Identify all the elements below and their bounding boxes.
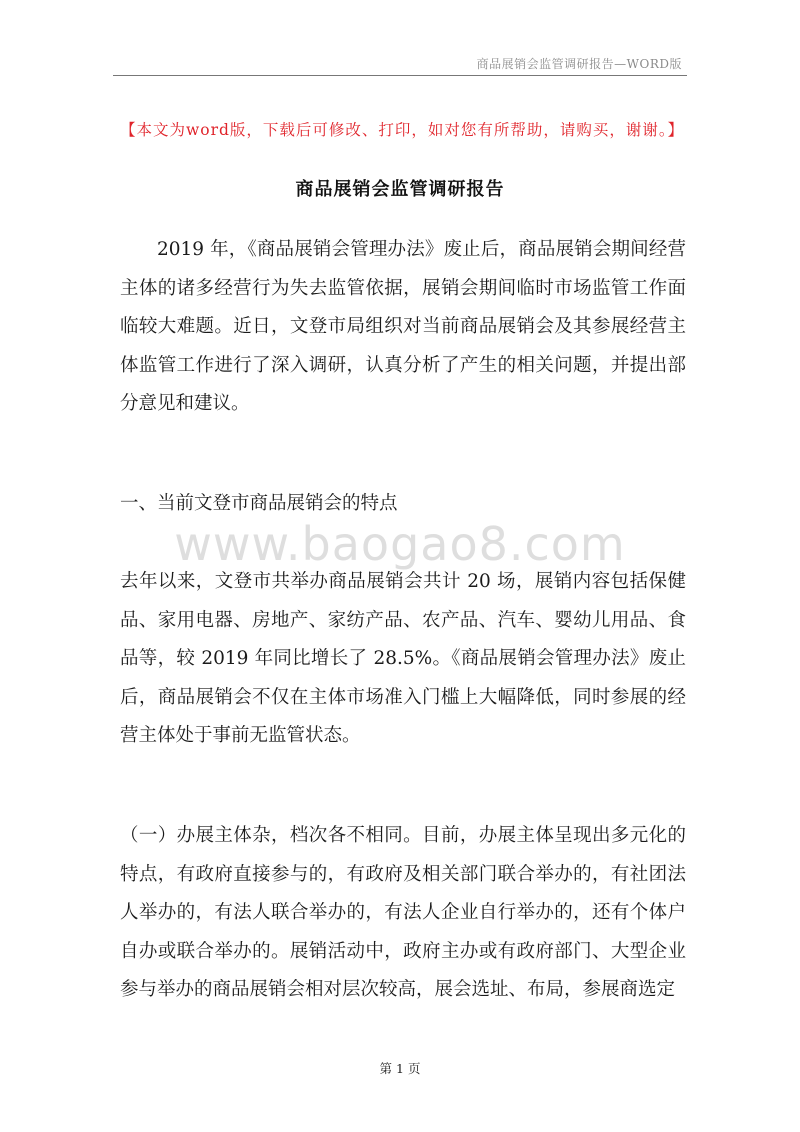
header-divider <box>113 75 687 76</box>
body-paragraph: 去年以来，文登市共举办商品展销会共计 20 场，展销内容包括保健品、家用电器、房地产、家纺产品、农产品、汽车、婴幼儿用品、食品等，较 2019 年同比增长了 28.5%。《商品展销会管理办法》废止后，商品展销会不仅在主体市场准入门槛上大幅降低，同时参展的经营主体处于事前无监管状态。 <box>120 571 686 746</box>
intro-paragraph: 2019 年，《商品展销会管理办法》废止后，商品展销会期间经营主体的诸多经营行为失去监管依据，展销会期间临时市场监管工作面临较大难题。近日，文登市局组织对当前商品展销会及其参展经营主体监管工作进行了深入调研，认真分析了产生的相关问题，并提出部分意见和建议。 <box>120 239 686 414</box>
subsection-paragraph: （一）办展主体杂，档次各不相同。目前，办展主体呈现出多元化的特点，有政府直接参与的，有政府及相关部门联合举办的，有社团法人举办的，有法人联合举办的，有法人企业自行举办的，还有个体户自办或联合举办的。展销活动中，政府主办或有政府部门、大型企业参与举办的商品展销会相对层次较高，展会选址、布局，参展商选定 <box>120 825 686 1000</box>
document-title: 商品展销会监管调研报告 <box>295 179 505 200</box>
page-number: 第 1 页 <box>379 1061 421 1076</box>
running-header: 商品展销会监管调研报告—WORD版 <box>476 57 682 71</box>
download-notice: 【本文为word版，下载后可修改、打印，如对您有所帮助，请购买，谢谢。】 <box>120 121 685 139</box>
section-heading: 一、当前文登市商品展销会的特点 <box>120 493 398 514</box>
watermark: www.baogao8.com <box>174 517 626 571</box>
